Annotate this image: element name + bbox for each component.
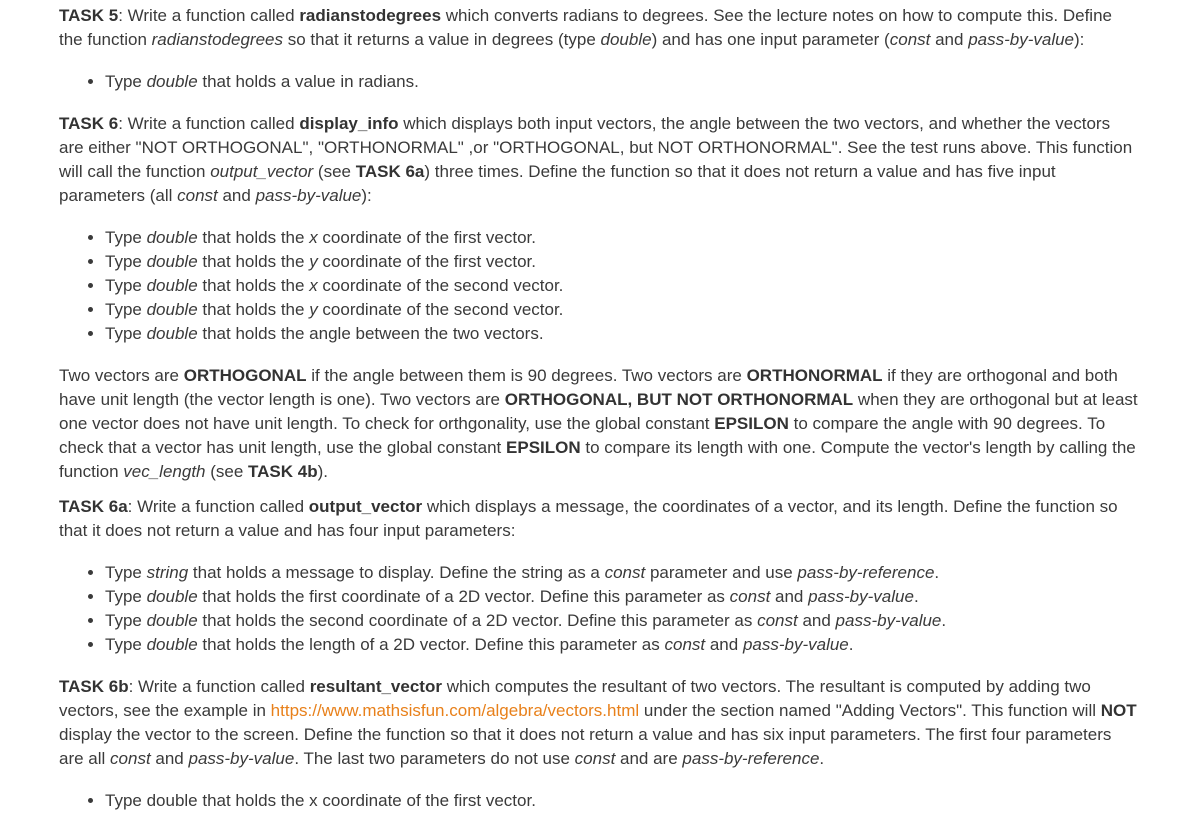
document-page — [59, 4, 1139, 813]
function-name: radianstodegrees — [299, 6, 442, 25]
orthogonality-paragraph: Two vectors are ORTHOGONAL if the angle between them is 90 degrees. Two vectors are ORTHONORMAL if they are orthogonal and both have unit length (the vector length is one). Two vectors are ORTHOGONAL, BUT NOT ORTHONORMAL when they are orthogonal but at least one vector does not have unit length. To check for orthgonality, use the global constant EPSILON to compare the angle with 90 degrees. To check that a vector has unit length, use the global constant EPSILON to compare its length with one. Compute the vector's length by calling the function vec_length (see TASK 4b). — [59, 366, 1138, 481]
task6a-paragraph: TASK 6a: Write a function called output_vector which displays a message, the coordinates of a vector, and its length. Define the function so that it does not return a value and has four input parameters: — [59, 497, 1118, 540]
task5-param-list — [59, 70, 1139, 94]
list-item: • Type double that holds the y coordinate of the second vector. — [105, 298, 1139, 322]
function-name: display_info — [299, 114, 399, 133]
task6-paragraph: TASK 6: Write a function called display_info which displays both input vectors, the angle between the two vectors, and whether the vectors are either "NOT ORTHOGONAL", "ORTHONORMAL" ,or "ORTHOGONAL, but NOT ORTHONORMAL". See the test runs above. This function will call the function output_vector (see TASK 6a) three times. Define the function so that it does not return a value and has five input parameters (all const and pass-by-value): — [59, 114, 1133, 205]
list-item: • Type double that holds the x coordinate of the second vector. — [105, 274, 1139, 298]
task6-heading: TASK 6 — [59, 114, 119, 133]
list-item: • Type double that holds the angle between the two vectors. — [105, 322, 1139, 346]
list-item: • Type string that holds a message to display. Define the string as a const parameter and use pass-by-reference. — [105, 561, 1139, 585]
task5-paragraph: TASK 5: Write a function called radianstodegrees which converts radians to degrees. See the lecture notes on how to compute this. Define the function radianstodegrees so that it returns a value in degrees (type double) and has one input parameter (const and pass-by-value): — [59, 6, 1112, 49]
task6b-param-list — [59, 789, 1139, 813]
function-name: output_vector — [308, 497, 423, 516]
list-item: • Type double that holds the y coordinate of the first vector. — [105, 250, 1139, 274]
function-name: resultant_vector — [309, 677, 442, 696]
list-item: • Type double that holds the second coordinate of a 2D vector. Define this parameter as const and pass-by-value. — [105, 609, 1139, 633]
task5-heading: TASK 5 — [59, 6, 119, 25]
list-item: • Type double that holds a value in radians. — [105, 70, 1139, 94]
list-item: • Type double that holds the x coordinate of the first vector. — [105, 789, 1139, 813]
task6b-paragraph: TASK 6b: Write a function called resultant_vector which computes the resultant of two vectors. The resultant is computed by adding two vectors, see the example in https://www.mathsisfun.com/algebra/vectors.html under the section named "Adding Vectors". This function will NOT display the vector to the screen. Define the function so that it does not return a value and has six input parameters. The first four parameters are all const and pass-by-value. The last two parameters do not use const and are pass-by-reference. — [59, 677, 1137, 768]
task6-param-list — [59, 226, 1139, 346]
task6a-param-list — [59, 561, 1139, 657]
mathsisfun-vectors-link[interactable]: https://www.mathsisfun.com/algebra/vectors.html — [270, 701, 640, 720]
list-item: • Type double that holds the first coordinate of a 2D vector. Define this parameter as const and pass-by-value. — [105, 585, 1139, 609]
task6b-heading: TASK 6b — [59, 677, 129, 696]
task6a-heading: TASK 6a — [59, 497, 128, 516]
list-item: • Type double that holds the length of a 2D vector. Define this parameter as const and pass-by-value. — [105, 633, 1139, 657]
list-item: • Type double that holds the x coordinate of the first vector. — [105, 226, 1139, 250]
